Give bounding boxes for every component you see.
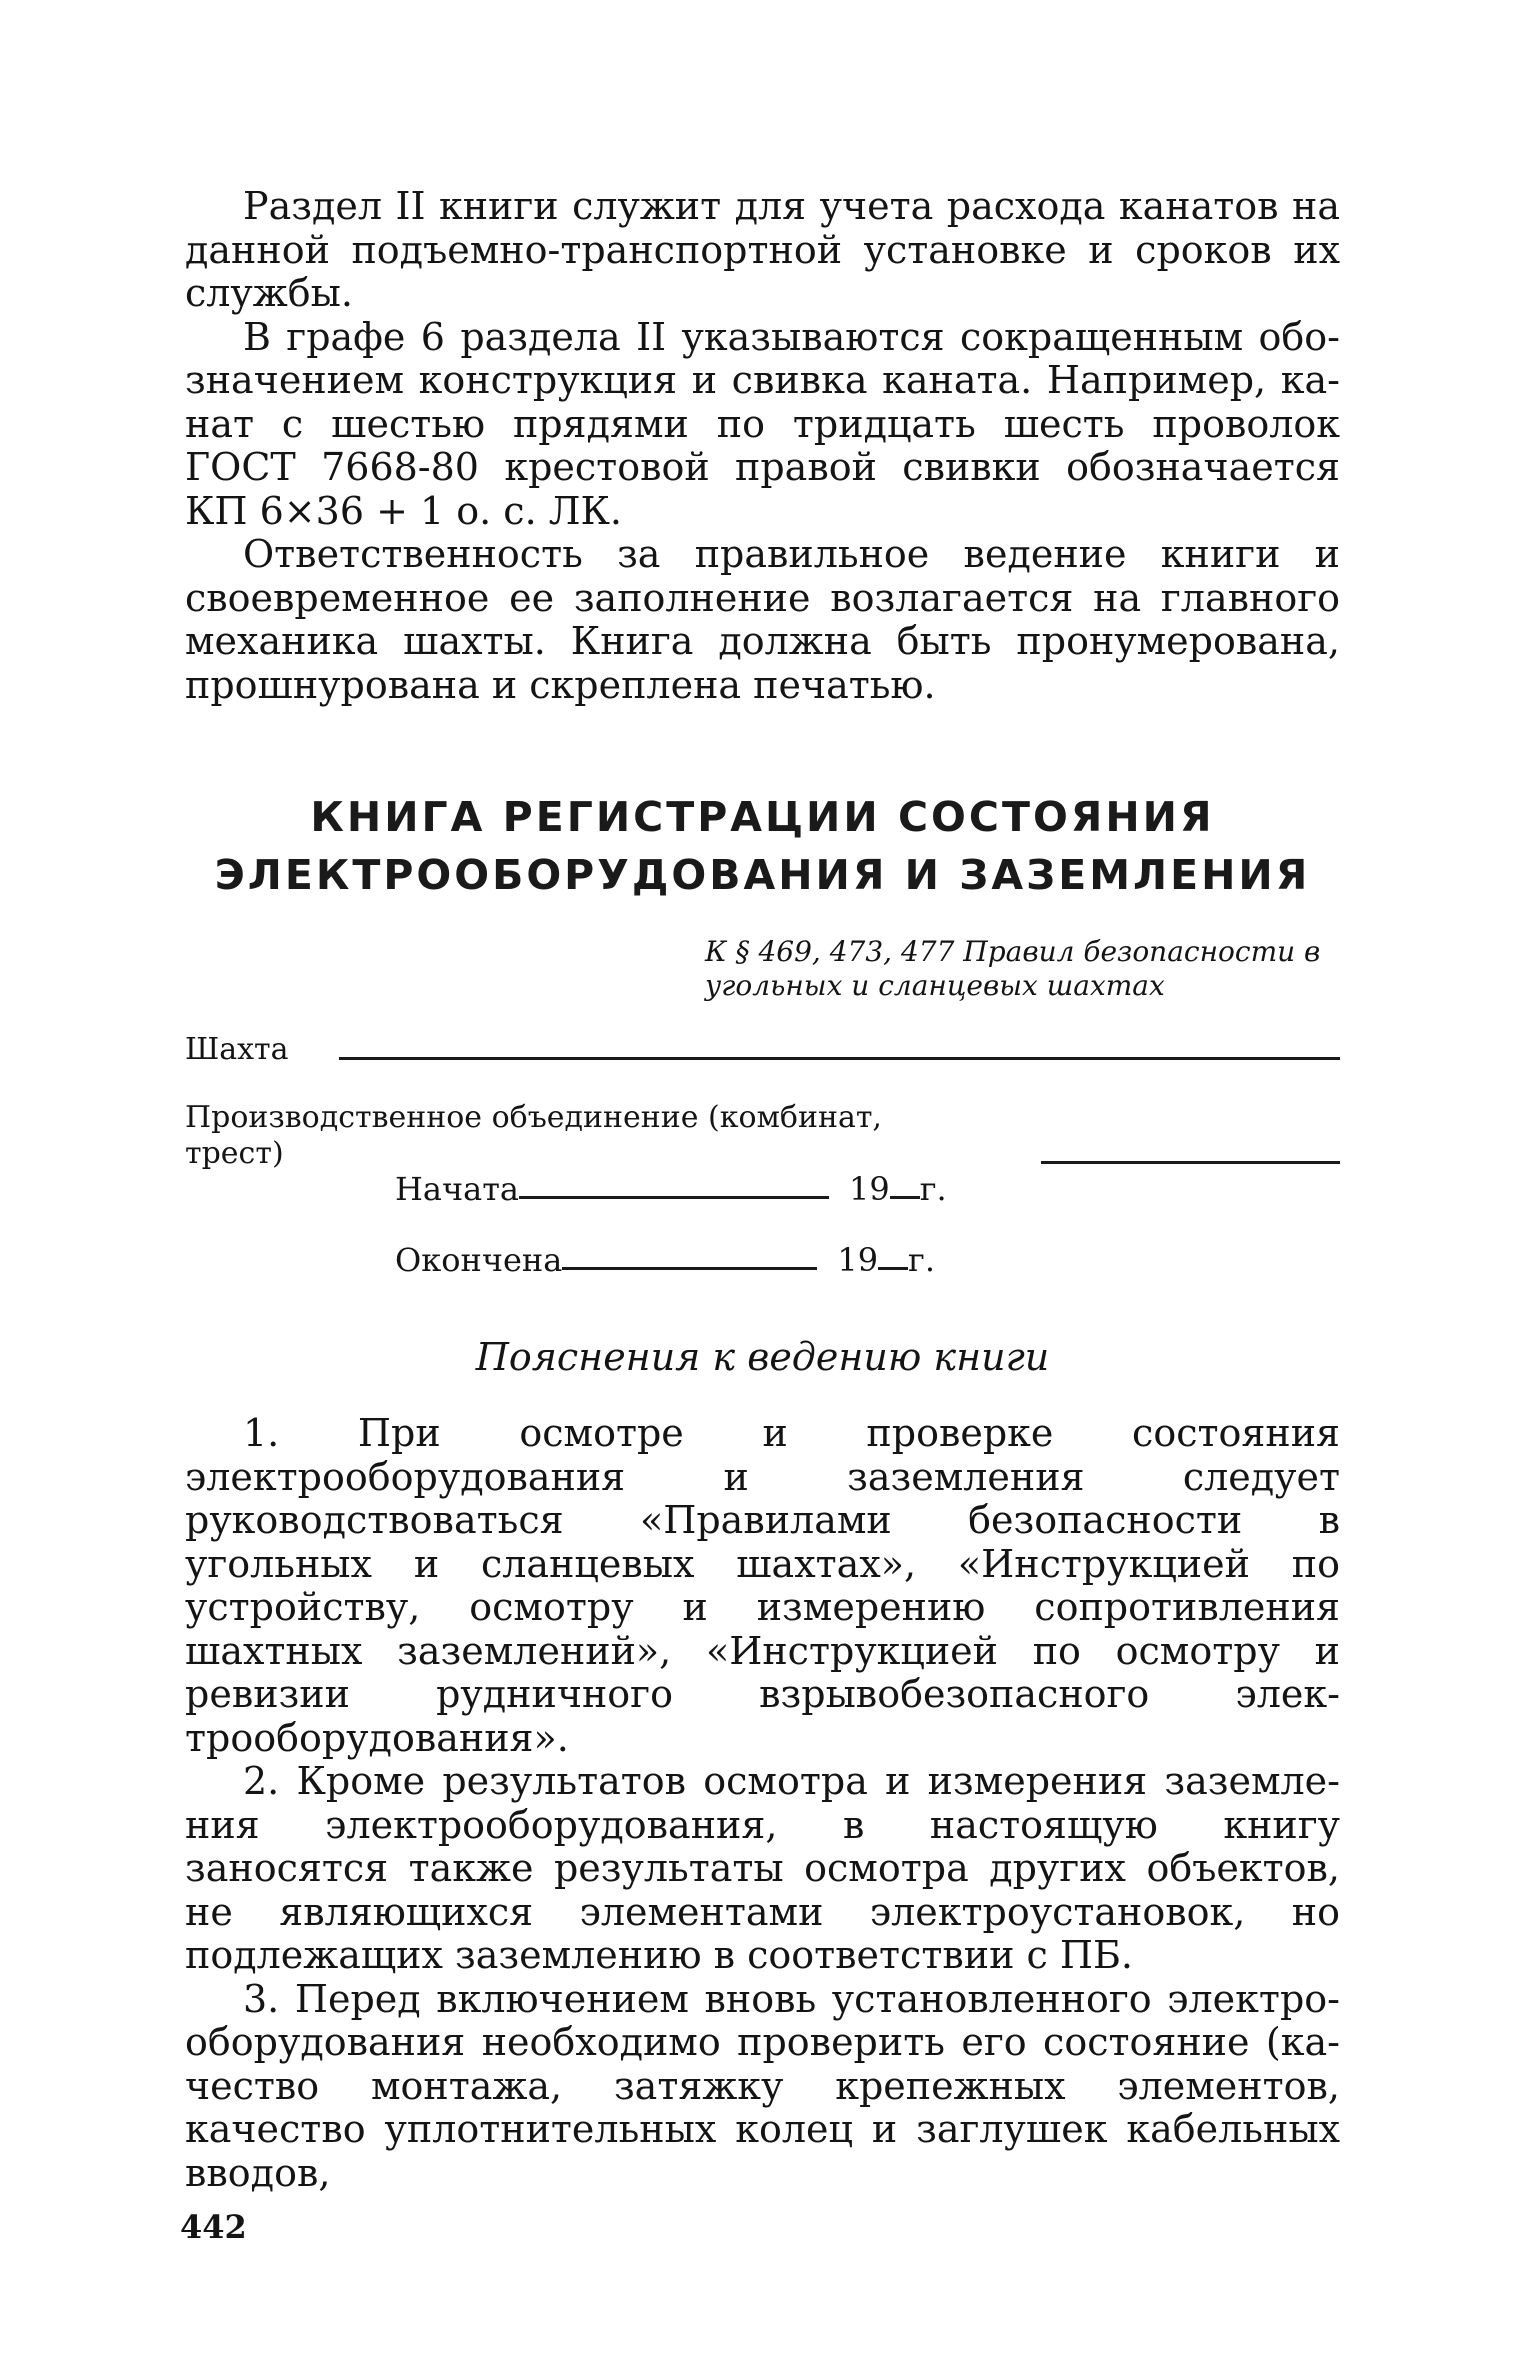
page-number: 442 — [180, 2208, 247, 2246]
ended-year-suffix: г. — [908, 1241, 935, 1279]
note-item: 3. Перед включением вновь установленного электрооборудования необходимо проверить его состояние (качество монтажа, затяжку крепежных элементов, качество уплотнительных колец и заглушек кабельных вводов, — [185, 1976, 1340, 2195]
book-title-line-2: ЭЛЕКТРООБОРУДОВАНИЯ И ЗАЗЕМЛЕНИЯ — [214, 851, 1311, 899]
ended-year-blank — [878, 1267, 908, 1270]
started-blank-line — [519, 1196, 829, 1199]
intro-section — [185, 185, 1340, 707]
started-year-blank — [890, 1196, 920, 1199]
notes-heading: Пояснения к ведению книги — [475, 1335, 1050, 1379]
rules-reference: К § 469, 473, 477 Правил безопасности в угольных и сланцевых шахтах — [705, 935, 1321, 1002]
mine-label: Шахта — [185, 1032, 289, 1067]
association-label: Производственное объединение (комбинат, трест) — [185, 1100, 882, 1171]
mine-field — [185, 1032, 1340, 1068]
ended-date-field — [395, 1241, 935, 1279]
intro-paragraph: Раздел II книги служит для учета расхода канатов на данной подъемно-транспортной установке и сроков их службы. — [185, 184, 1340, 315]
association-field — [185, 1100, 1340, 1172]
book-title — [185, 788, 1340, 904]
ended-label: Окончена — [395, 1241, 563, 1279]
intro-paragraph: Ответственность за правильное ведение книги и своевременное ее заполнение возлагается на главного механика шахты. Книга должна быть пронумерована, прошнурована и скреплена печатью. — [185, 532, 1340, 707]
started-year-prefix: 19 — [849, 1170, 890, 1208]
note-item: 1. При осмотре и проверке состояния электрооборудования и заземления следует руководствоваться «Правилами безопасности в угольных и сланцевых шахтах», «Инструкцией по устройству, осмотру и измерению сопротивления шахтных заземлений», «Инструкцией по осмотру и ревизии рудничного взрывобезопасного электрооборудования». — [185, 1411, 1340, 1760]
started-year-suffix: г. — [919, 1170, 947, 1208]
book-title-line-1: КНИГА РЕГИСТРАЦИИ СОСТОЯНИЯ — [310, 793, 1215, 841]
ended-blank-line — [562, 1267, 817, 1270]
ended-year-prefix: 19 — [837, 1241, 879, 1279]
association-blank-line — [1041, 1161, 1340, 1164]
started-label: Начата — [395, 1170, 519, 1208]
notes-section — [185, 1412, 1340, 2195]
mine-blank-line — [339, 1057, 1340, 1060]
intro-paragraph: В графе 6 раздела II указываются сокращенным обозначением конструкция и свивка каната. Например, канат с шестью прядями по тридцать шесть проволок ГОСТ 7668-80 крестовой правой свивки обозначается КП 6×36 + 1 о. с. ЛК. — [185, 314, 1340, 533]
started-date-field — [395, 1170, 947, 1208]
note-item: 2. Кроме результатов осмотра и измерения заземления электрооборудования, в настоящую книгу заносятся также результаты осмотра других объектов, не являющихся элементами электроустановок, но подлежащих заземлению в соответствии с ПБ. — [185, 1759, 1340, 1977]
